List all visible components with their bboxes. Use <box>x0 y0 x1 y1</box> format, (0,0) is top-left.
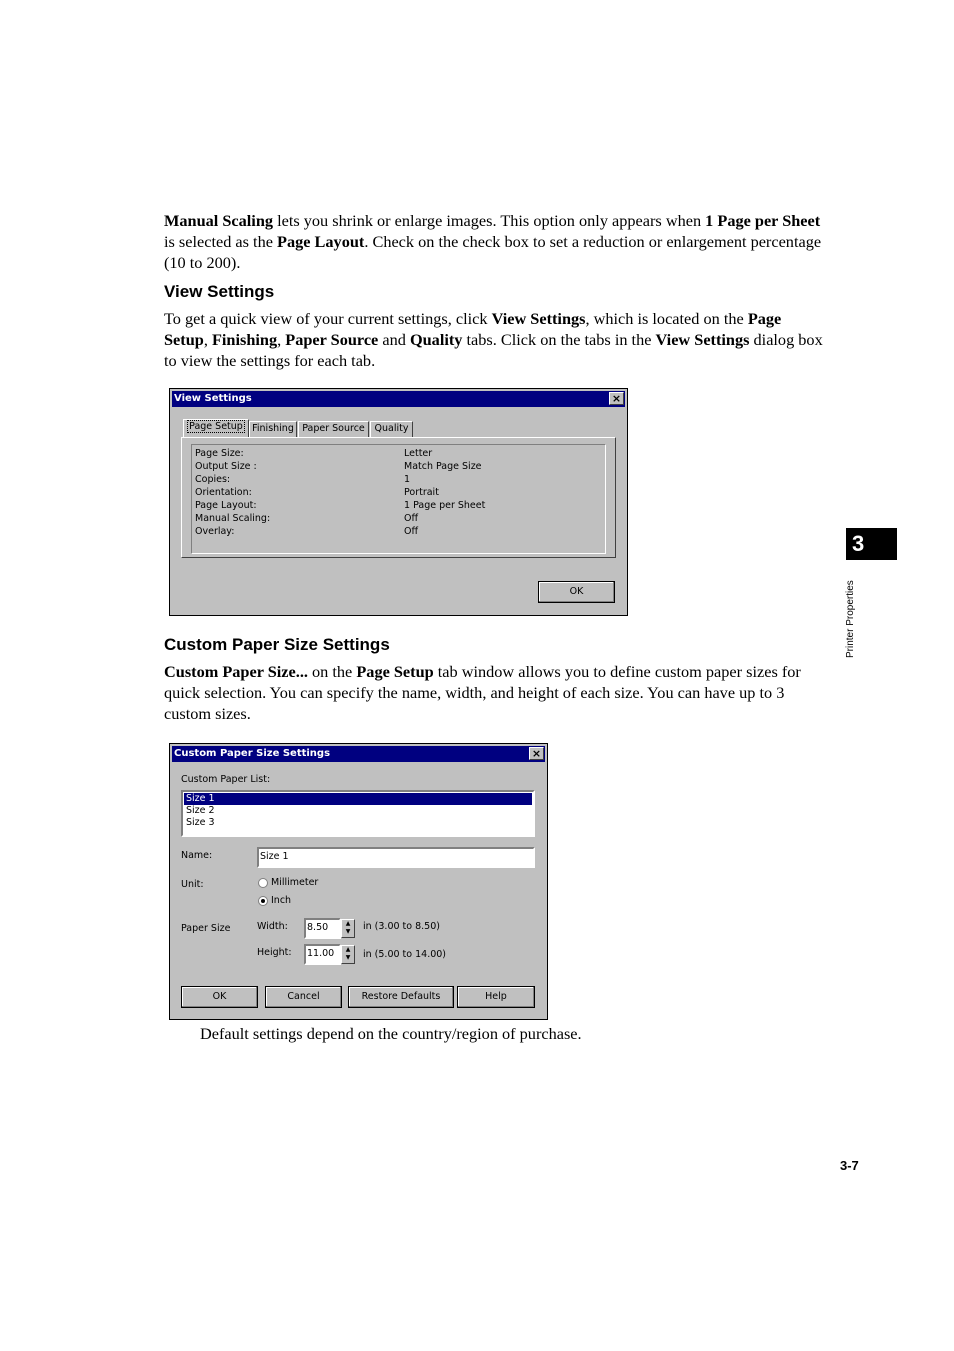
millimeter-label: Millimeter <box>271 877 319 888</box>
page-number: 3-7 <box>840 1158 859 1173</box>
width-input[interactable]: 8.50 <box>304 918 341 939</box>
list-item-size-1[interactable]: Size 1 <box>184 793 532 805</box>
settings-value: Match Page Size <box>404 461 482 472</box>
list-item-size-3[interactable]: Size 3 <box>186 817 215 828</box>
tab-finishing[interactable]: Finishing <box>249 421 297 438</box>
settings-label: Output Size : <box>195 461 257 472</box>
settings-label: Page Size: <box>195 448 244 459</box>
view-settings-titlebar <box>172 391 625 407</box>
view-settings-title: View Settings <box>174 393 252 404</box>
paper-size-label: Paper Size <box>181 923 231 934</box>
inch-label: Inch <box>271 895 292 906</box>
settings-summary-box <box>191 444 606 554</box>
custom-paper-list[interactable] <box>181 790 535 837</box>
close-icon[interactable]: × <box>609 392 624 405</box>
tab-page-setup[interactable]: Page Setup <box>183 419 249 438</box>
settings-value: Off <box>404 526 419 537</box>
settings-label: Copies: <box>195 474 231 485</box>
settings-value: Letter <box>404 448 433 459</box>
manual-scaling-paragraph: Manual Scaling lets you shrink or enlarge images. This option only appears when 1 Page per Sheet is selected as the Page Layout. Check on the check box to set a reduction or enlargement percentage (10 to 200). <box>164 211 822 272</box>
height-range: in (5.00 to 14.00) <box>363 949 447 960</box>
width-stepper[interactable]: ▲ ▼ <box>341 919 355 938</box>
view-settings-heading: View Settings <box>164 282 275 301</box>
footnote: Default settings depend on the country/region of purchase. <box>200 1024 582 1043</box>
tab-quality[interactable]: Quality <box>370 421 413 438</box>
unit-label: Unit: <box>181 879 204 890</box>
ok-button[interactable]: OK <box>181 986 258 1008</box>
settings-label: Overlay: <box>195 526 235 537</box>
custom-paper-size-dialog <box>169 743 548 1020</box>
close-icon[interactable]: × <box>529 747 544 760</box>
height-label: Height: <box>257 947 292 958</box>
chapter-label: Printer Properties <box>845 580 856 658</box>
settings-value: Off <box>404 513 419 524</box>
tab-paper-source[interactable]: Paper Source <box>298 421 369 438</box>
settings-value: 1 <box>404 474 411 485</box>
name-label: Name: <box>181 850 213 861</box>
ok-button[interactable]: OK <box>538 581 615 603</box>
settings-label: Orientation: <box>195 487 252 498</box>
settings-value: Portrait <box>404 487 439 498</box>
custom-paper-size-title: Custom Paper Size Settings <box>174 748 331 759</box>
name-input[interactable]: Size 1 <box>257 847 535 868</box>
height-stepper[interactable]: ▲ ▼ <box>341 945 355 964</box>
width-label: Width: <box>257 921 288 932</box>
view-settings-paragraph: To get a quick view of your current settings, click View Settings, which is located on the Page Setup, Finishing, Paper Source and Quality tabs. Click on the tabs in the View Settings dialog box to view the settings for each tab. <box>164 309 823 370</box>
settings-label: Manual Scaling: <box>195 513 271 524</box>
settings-label: Page Layout: <box>195 500 257 511</box>
restore-defaults-button[interactable]: Restore Defaults <box>348 986 454 1008</box>
custom-paper-size-heading: Custom Paper Size Settings <box>164 635 390 654</box>
height-input[interactable]: 11.00 <box>304 944 341 965</box>
view-settings-dialog <box>169 388 628 616</box>
custom-paper-size-paragraph: Custom Paper Size... on the Page Setup tab window allows you to define custom paper sizes for quick selection. You can specify the name, width, and height of each size. You can have up to 3 custom sizes. <box>164 662 801 723</box>
inch-radio[interactable] <box>258 896 268 906</box>
help-button[interactable]: Help <box>457 986 535 1008</box>
custom-paper-size-titlebar <box>172 746 545 762</box>
width-range: in (3.00 to 8.50) <box>363 921 440 932</box>
chapter-number-tab: 3 <box>846 528 897 560</box>
tab-panel <box>181 437 616 558</box>
millimeter-radio[interactable] <box>258 878 268 888</box>
settings-value: 1 Page per Sheet <box>404 500 486 511</box>
custom-paper-list-label: Custom Paper List: <box>181 774 271 785</box>
list-item-size-2[interactable]: Size 2 <box>186 805 215 816</box>
cancel-button[interactable]: Cancel <box>265 986 342 1008</box>
